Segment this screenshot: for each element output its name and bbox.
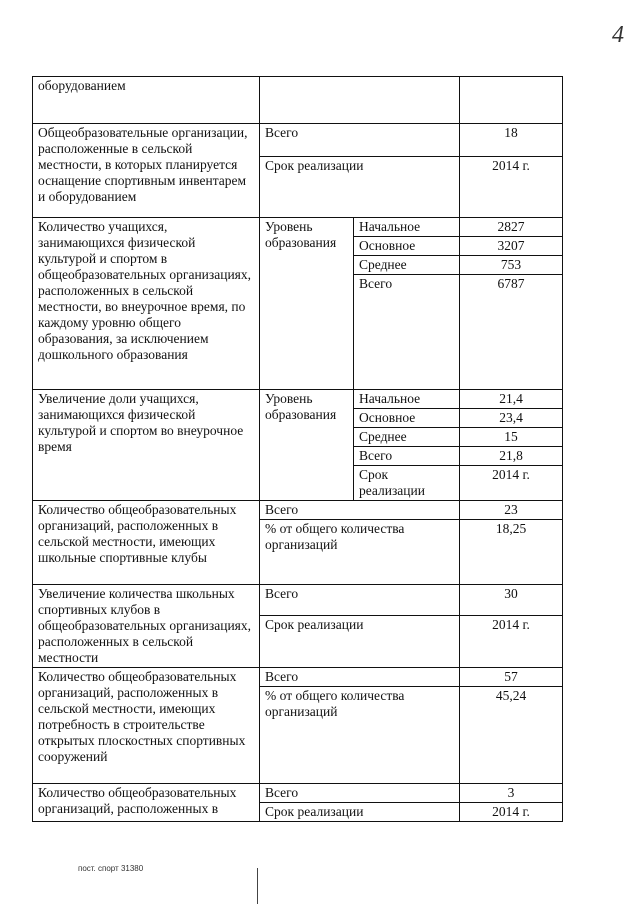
- value-cell: 3: [460, 784, 563, 803]
- label-cell: Всего: [260, 124, 460, 157]
- value-cell: 18: [460, 124, 563, 157]
- sublabel-cell: Всего: [354, 275, 460, 390]
- indicator-cell: Количество общеобразовательных организаций, расположенных в сельской местности, имеющих потребность в строительстве открытых плоскостных спортивных сооружений: [33, 668, 260, 784]
- table-row: [33, 390, 563, 409]
- value-cell: 2014 г.: [460, 466, 563, 501]
- value-cell: 21,4: [460, 390, 563, 409]
- value-cell: 45,24: [460, 687, 563, 784]
- value-cell: 3207: [460, 237, 563, 256]
- value-cell: 15: [460, 428, 563, 447]
- label-cell: Всего: [260, 784, 460, 803]
- level-cell: Уровень образования: [260, 390, 354, 501]
- table-row: [33, 668, 563, 687]
- label-cell: Срок реализации: [260, 616, 460, 668]
- label-cell: % от общего количества организаций: [260, 687, 460, 784]
- scan-mark: [257, 868, 258, 904]
- value-cell: 2014 г.: [460, 803, 563, 822]
- level-cell: Уровень образования: [260, 218, 354, 390]
- table-row: [33, 124, 563, 157]
- value-cell: 21,8: [460, 447, 563, 466]
- sublabel-cell: Начальное: [354, 390, 460, 409]
- empty-cell: [460, 77, 563, 124]
- page-number: 4: [612, 22, 624, 48]
- label-cell: Срок реализации: [260, 157, 460, 218]
- label-cell: Всего: [260, 501, 460, 520]
- sublabel-cell: Срок реализации: [354, 466, 460, 501]
- sublabel-cell: Среднее: [354, 428, 460, 447]
- indicator-cell: Общеобразовательные организации, расположенные в сельской местности, в которых планируется оснащение спортивным инвентарем и оборудованием: [33, 124, 260, 218]
- indicator-cell: оборудованием: [33, 77, 260, 124]
- label-cell: Всего: [260, 668, 460, 687]
- value-cell: 18,25: [460, 520, 563, 585]
- sublabel-cell: Основное: [354, 409, 460, 428]
- label-cell: % от общего количества организаций: [260, 520, 460, 585]
- value-cell: 23: [460, 501, 563, 520]
- table-row: [33, 585, 563, 616]
- value-cell: 2014 г.: [460, 616, 563, 668]
- table-row: [33, 784, 563, 803]
- table-row: [33, 77, 563, 124]
- sublabel-cell: Всего: [354, 447, 460, 466]
- label-cell: Всего: [260, 585, 460, 616]
- sublabel-cell: Начальное: [354, 218, 460, 237]
- value-cell: 6787: [460, 275, 563, 390]
- empty-cell: [260, 77, 460, 124]
- value-cell: 57: [460, 668, 563, 687]
- indicator-cell: Увеличение доли учащихся, занимающихся физической культурой и спортом во внеурочное время: [33, 390, 260, 501]
- indicator-cell: Количество общеобразовательных организаций, расположенных в сельской местности, имеющих школьные спортивные клубы: [33, 501, 260, 585]
- indicators-table: [32, 76, 563, 822]
- table-row: [33, 501, 563, 520]
- indicator-cell: Увеличение количества школьных спортивных клубов в общеобразовательных организациях, расположенных в сельской местности: [33, 585, 260, 668]
- label-cell: Срок реализации: [260, 803, 460, 822]
- indicator-cell: Количество учащихся, занимающихся физической культурой и спортом в общеобразовательных организациях, расположенных в сельской местности, во внеурочное время, по каждому уровню общего образования, за исключением дошкольного образования: [33, 218, 260, 390]
- value-cell: 753: [460, 256, 563, 275]
- value-cell: 2827: [460, 218, 563, 237]
- indicator-cell: Количество общеобразовательных организаций, расположенных в: [33, 784, 260, 822]
- value-cell: 23,4: [460, 409, 563, 428]
- sublabel-cell: Среднее: [354, 256, 460, 275]
- table-row: [33, 218, 563, 237]
- sublabel-cell: Основное: [354, 237, 460, 256]
- value-cell: 2014 г.: [460, 157, 563, 218]
- value-cell: 30: [460, 585, 563, 616]
- footnote: пост. спорт 31380: [78, 864, 144, 873]
